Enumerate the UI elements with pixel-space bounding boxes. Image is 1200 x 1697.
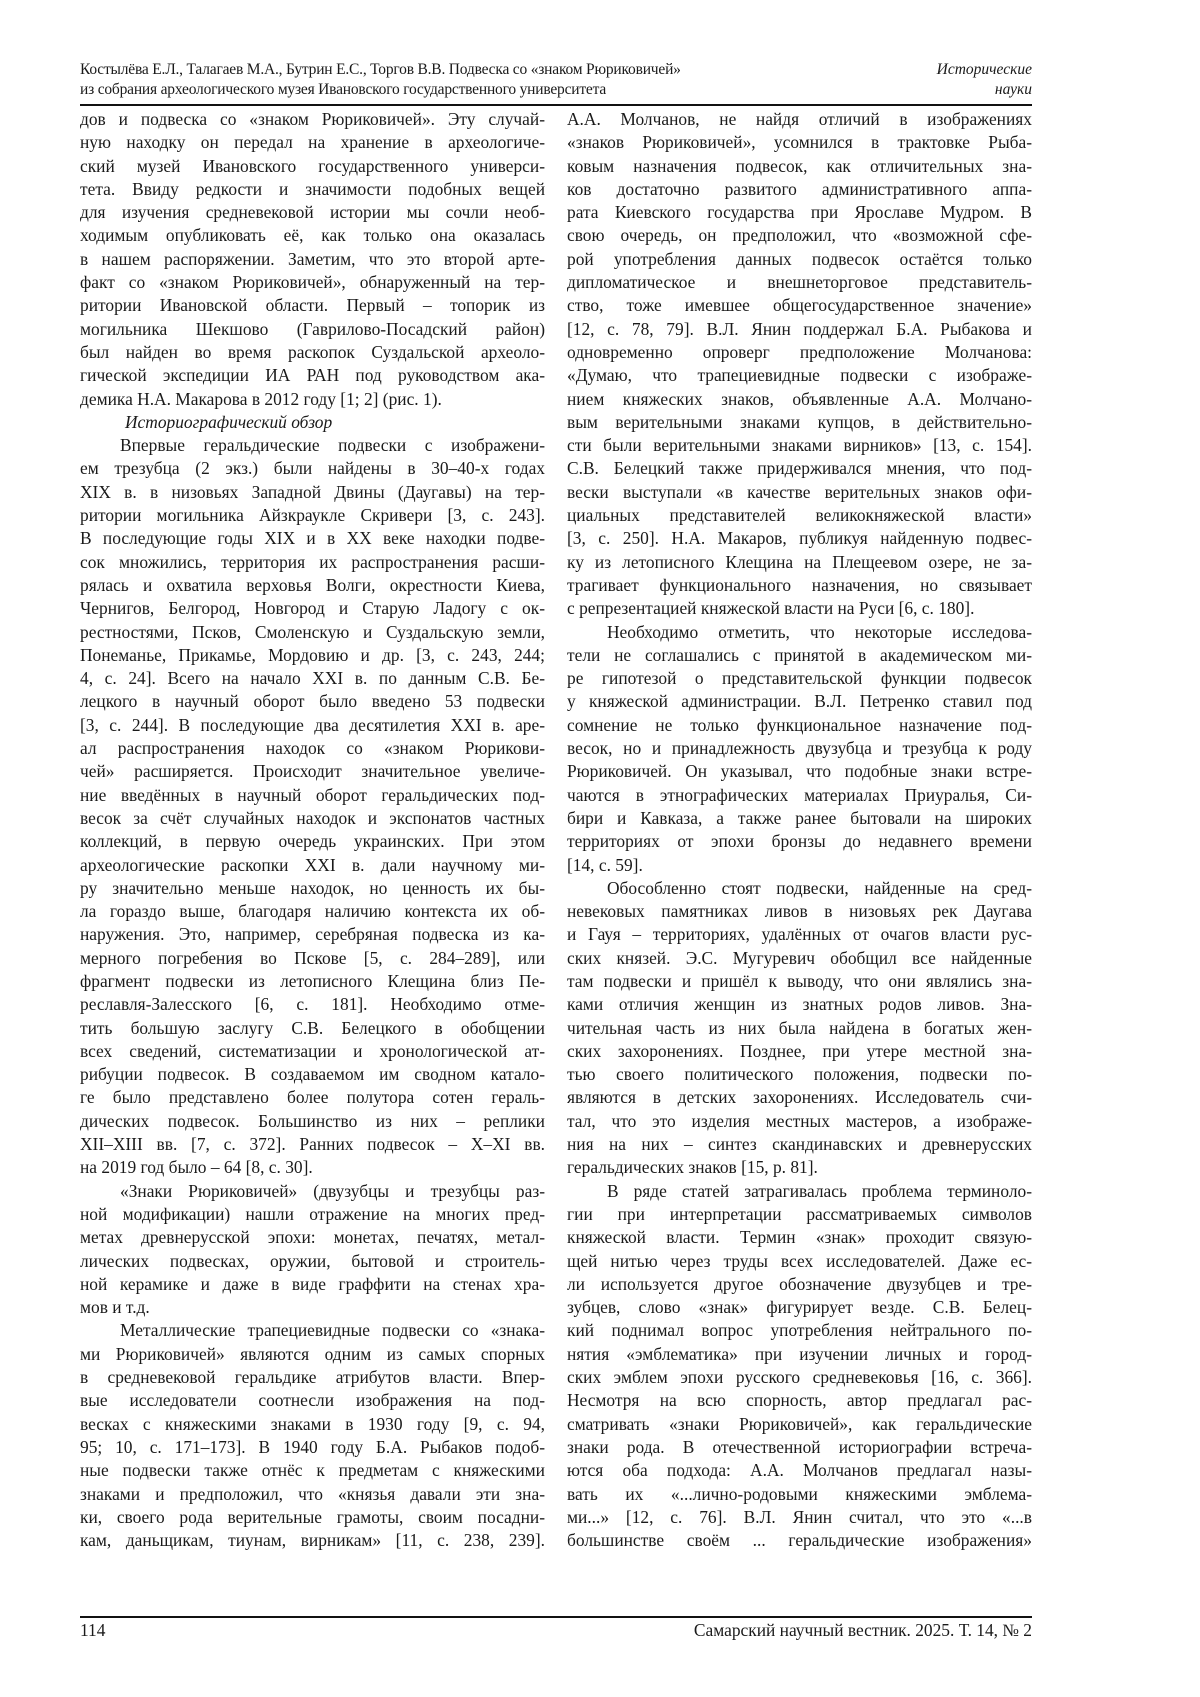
text-line: ные подвески также отнёс к предметам с княжескими xyxy=(80,1460,545,1481)
text-line: Металлические трапециевидные подвески со «знака- xyxy=(120,1320,545,1341)
running-header xyxy=(80,60,1032,106)
text-line: трагивает функционального назначения, но связывает xyxy=(567,574,1032,595)
text-line: циальных представителей великокняжеской власти» xyxy=(567,505,1032,526)
text-line: ге было представлено более полутора сотен гераль- xyxy=(80,1087,545,1108)
text-line: наружения. Это, например, серебряная подвеска из ка- xyxy=(80,924,545,945)
text-line: нятия «эмблематика» при изучении личных и город- xyxy=(567,1343,1032,1364)
text-line: ются оба подхода: А.А. Молчанов предлагал назы- xyxy=(567,1460,1032,1481)
text-line: [3, с. 250]. Н.А. Макаров, публикуя найденную подвес- xyxy=(567,528,1032,549)
text-line: тить большую заслугу С.В. Белецкого в обобщении xyxy=(80,1017,545,1038)
text-line: в нашем распоряжении. Заметим, что это второй арте- xyxy=(80,248,545,269)
text-line: ских эмблем эпохи русского средневековья [16, с. 366]. xyxy=(567,1367,1032,1388)
text-line: ских князей. Э.С. Мугуревич обобщил все найденные xyxy=(567,947,1032,968)
text-line: геральдических знаков [15, p. 81]. xyxy=(567,1157,818,1178)
text-line: Впервые геральдические подвески с изображени- xyxy=(120,435,545,456)
text-line: бири и Кавказа, а также ранее бытовали на широких xyxy=(567,807,1032,828)
text-line: ем трезубца (2 экз.) были найдены в 30–40-х годах xyxy=(80,458,545,479)
text-line: А.А. Молчанов, не найдя отличий в изображениях xyxy=(567,109,1032,129)
text-line: знаками и предположил, что «князья давали эти зна- xyxy=(80,1483,545,1504)
text-line: являются в детских захоронениях. Исследователь счи- xyxy=(567,1087,1032,1108)
text-line: там подвески и пришёл к выводу, что они являлись зна- xyxy=(567,970,1032,991)
header-line-2: из собрания археологического музея Ивановского государственного университета xyxy=(80,81,607,98)
text-line: гии при интерпретации рассматриваемых символов xyxy=(567,1203,1032,1224)
text-line: знаки рода. В отечественной историографии встреча- xyxy=(567,1436,1032,1457)
text-line: дических подвесок. Большинство из них – реплики xyxy=(80,1110,545,1131)
text-line: ния на них – синтез скандинавских и древнерусских xyxy=(567,1134,1032,1155)
text-line: тал, что это изделия местных мастеров, а изображе- xyxy=(567,1110,1032,1131)
text-line: ки, своего рода верительные грамоты, своим посадни- xyxy=(80,1506,545,1527)
text-line: нием княжеских знаков, объявленные А.А. Молчано- xyxy=(567,388,1032,409)
text-line: всех сведений, систематизации и хронологической ат- xyxy=(80,1040,545,1061)
text-line: дипломатическое и внешнеторговое представитель- xyxy=(567,272,1032,293)
text-line: весок за счёт случайных находок и экспонатов частных xyxy=(80,807,545,828)
text-line: весках с княжескими знаками в 1930 году [9, с. 94, xyxy=(80,1413,545,1434)
text-line: ру значительно меньше находок, но ценность их бы- xyxy=(80,877,545,898)
journal-citation: Самарский научный вестник. 2025. Т. 14, № 2 xyxy=(693,1620,1032,1640)
text-line: факт со «знаком Рюриковичей», обнаруженный на тер- xyxy=(80,272,545,293)
text-line: ков достаточно развитого административного аппа- xyxy=(567,178,1032,199)
text-line: с репрезентацией княжеской власти на Руси [6, с. 180]. xyxy=(567,598,975,619)
text-line: княжеской власти. Термин «знак» проходит связую- xyxy=(567,1227,1032,1248)
text-line: В последующие годы XIX и в XX веке находки подве- xyxy=(80,528,545,549)
text-line: ной модификации) нашли отражение на многих пред- xyxy=(80,1203,545,1224)
text-line: был найден во время раскопок Суздальской археоло- xyxy=(80,341,545,362)
text-line: свою очередь, он предположил, что «возможной сфе- xyxy=(567,225,1032,246)
text-line: Понеманье, Прикамье, Мордовию и др. [3, с. 243, 244; xyxy=(80,644,545,665)
text-line: С.В. Белецкий также придерживался мнения, что под- xyxy=(567,458,1032,479)
text-line: вески выступали «в качестве верительных знаков офи- xyxy=(567,481,1032,502)
running-footer xyxy=(80,1616,1032,1648)
text-line: Чернигов, Белгород, Новгород и Старую Ладогу с ок- xyxy=(80,598,545,619)
text-line: XII–XIII вв. [7, с. 372]. Ранних подвесок – X–XI вв. xyxy=(80,1134,545,1155)
text-line: тью своего политического положения, подвески по- xyxy=(567,1064,1032,1085)
text-line: одновременно опроверг предположение Молчанова: xyxy=(567,341,1032,362)
text-line: рибуции подвесок. В создаваемом им сводном катало- xyxy=(80,1064,545,1085)
header-authors-title xyxy=(80,60,681,100)
text-line: рой употребления данных подвесок остаётся только xyxy=(567,248,1032,269)
text-line: щей нитью через труды всех исследователей. Даже ес- xyxy=(567,1250,1032,1271)
text-line: ре гипотезой о представительской функции подвесок xyxy=(567,668,1032,689)
text-line: весок, но и принадлежность двузубца и трезубца к роду xyxy=(567,738,1032,759)
text-line: ских захоронениях. Позднее, при утере местной зна- xyxy=(567,1040,1032,1061)
text-line: «знаков Рюриковичей», усомнился в трактовке Рыба- xyxy=(567,132,1032,153)
text-line: рестностями, Псков, Смоленскую и Суздальскую земли, xyxy=(80,621,545,642)
left-para-1 xyxy=(80,108,545,411)
text-line: ной керамике и даже в виде граффити на стенах хра- xyxy=(80,1273,545,1294)
text-line: сомнение не только функциональное назначение под- xyxy=(567,714,1032,735)
text-line: ние введённых в научный оборот геральдических под- xyxy=(80,784,545,805)
text-line: кам, даньщикам, тиунам, вирникам» [11, с. 238, 239]. xyxy=(80,1530,545,1551)
section-line-2: науки xyxy=(994,81,1032,98)
right-column xyxy=(567,108,1032,1552)
text-line: сти были верительными знаками вирников» [13, с. 154]. xyxy=(567,435,1032,456)
text-line: тета. Ввиду редкости и значимости подобных вещей xyxy=(80,178,545,199)
text-line: могильника Шекшово (Гаврилово-Посадский район) xyxy=(80,318,545,339)
text-line: мерного погребения во Пскове [5, с. 284–289], или xyxy=(80,947,545,968)
text-line: ную находку он передал на хранение в археологиче- xyxy=(80,132,545,153)
text-line: метах древнерусской эпохи: монетах, печатях, метал- xyxy=(80,1227,545,1248)
text-line: археологические раскопки XXI в. дали научному ми- xyxy=(80,854,545,875)
left-column xyxy=(80,108,545,1552)
text-line: чаются в этнографических материалах Приуралья, Си- xyxy=(567,784,1032,805)
text-line: мов и т.д. xyxy=(80,1297,150,1318)
text-line: чительная часть из них была найдена в богатых жен- xyxy=(567,1017,1032,1038)
text-line: ками отличия женщин из знатных родов ливов. Зна- xyxy=(567,994,1032,1015)
text-line: ку из летописного Клещина на Плещеевом озере, не за- xyxy=(567,551,1032,572)
text-line: сматривать «знаки Рюриковичей», как геральдические xyxy=(567,1413,1032,1434)
text-line: лецкого в научный оборот было введено 53 подвески xyxy=(80,691,545,712)
text-line: 95; 10, с. 171–173]. В 1940 году Б.А. Рыбаков подоб- xyxy=(80,1436,545,1457)
text-line: рата Киевского государства при Ярославе Мудром. В xyxy=(567,202,1032,223)
text-line: территориях от эпохи бронзы до недавнего времени xyxy=(567,831,1032,852)
right-para-1 xyxy=(567,108,1032,621)
page-number: 114 xyxy=(80,1620,106,1640)
text-line: ми Рюриковичей» являются одним из самых спорных xyxy=(80,1343,545,1364)
text-line: ми...» [12, с. 76]. В.Л. Янин считал, что это «...в xyxy=(567,1506,1032,1527)
text-line: чей» расширяется. Происходит значительное увеличе- xyxy=(80,761,545,782)
text-line: «Знаки Рюриковичей» (двузубцы и трезубцы раз- xyxy=(120,1180,545,1201)
text-line: Необходимо отметить, что некоторые исследова- xyxy=(607,621,1032,642)
text-line: вым верительными знаками купцов, в действительно- xyxy=(567,411,1032,432)
left-para-2 xyxy=(80,434,545,1180)
text-line: у княжеской администрации. В.Л. Петренко ставил под xyxy=(567,691,1032,712)
text-line: ский музей Ивановского государственного универси- xyxy=(80,155,545,176)
text-line: Рюриковичей. Он указывал, что подобные знаки встре- xyxy=(567,761,1032,782)
text-line: Несмотря на всю спорность, автор предлагал рас- xyxy=(567,1390,1032,1411)
left-para-3 xyxy=(80,1180,545,1320)
text-line: «Думаю, что трапециевидные подвески с изображе- xyxy=(567,365,1032,386)
right-para-2 xyxy=(567,621,1032,877)
text-line: для изучения средневековой истории мы сочли необ- xyxy=(80,202,545,223)
text-line: ла гораздо выше, благодаря наличию контекста их об- xyxy=(80,901,545,922)
right-para-4 xyxy=(567,1180,1032,1553)
text-line: XIX в. в низовьях Западной Двины (Даугавы) на тер- xyxy=(80,481,545,502)
text-line: ство, тоже имевшее общегосударственное значение» xyxy=(567,295,1032,316)
text-line: фрагмент подвески из летописного Клещина близ Пе- xyxy=(80,970,545,991)
text-line: и Гауя – территориях, удалённых от очагов власти рус- xyxy=(567,924,1032,945)
left-para-4 xyxy=(80,1319,545,1552)
text-line: невековых памятниках ливов в низовьях рек Даугава xyxy=(567,901,1032,922)
section-line-1: Исторические xyxy=(936,61,1032,78)
text-line: гической экспедиции ИА РАН под руководством ака- xyxy=(80,365,545,386)
text-line: вать их «...лично-родовыми княжескими эмблема- xyxy=(567,1483,1032,1504)
text-line: Обособленно стоят подвески, найденные на сред- xyxy=(607,877,1032,898)
text-line: демика Н.А. Макарова в 2012 году [1; 2] (рис. 1). xyxy=(80,388,442,409)
text-line: на 2019 год было – 64 [8, с. 30]. xyxy=(80,1157,313,1178)
text-line: тели не соглашались с принятой в академическом ми- xyxy=(567,644,1032,665)
right-para-3 xyxy=(567,877,1032,1180)
text-line: ковым назначения подвесок, как отличительных зна- xyxy=(567,155,1032,176)
text-line: ритории Ивановской области. Первый – топорик из xyxy=(80,295,545,316)
header-line-1: Костылёва Е.Л., Талагаев М.А., Бутрин Е.С., Торгов В.В. Подвеска со «знаком Рюриковичей» xyxy=(80,61,681,78)
text-line: [3, с. 244]. В последующие два десятилетия XXI в. аре- xyxy=(80,714,545,735)
text-line: 4, с. 24]. Всего на начало XXI в. по данным С.В. Бе- xyxy=(80,668,545,689)
text-line: зубцев, слово «знак» фигурирует везде. С.В. Белец- xyxy=(567,1297,1032,1318)
text-line: лических подвесках, оружии, бытовой и строитель- xyxy=(80,1250,545,1271)
text-line: большинстве своём ... геральдические изображения» xyxy=(567,1530,1032,1551)
text-line: сок множились, территория их распространения расши- xyxy=(80,551,545,572)
text-line: вые исследователи соотнесли изображения на под- xyxy=(80,1390,545,1411)
header-section xyxy=(937,60,1032,100)
text-line: ал распространения находок со «знаком Рюрикови- xyxy=(80,738,545,759)
text-line: кий поднимал вопрос употребления нейтрального по- xyxy=(567,1320,1032,1341)
text-line: рялась и охватила верховья Волги, окрестности Киева, xyxy=(80,574,545,595)
text-line: коллекций, в первую очередь украинских. При этом xyxy=(80,831,545,852)
text-line: В ряде статей затрагивалась проблема терминоло- xyxy=(607,1180,1032,1201)
text-line: ли используется другое обозначение двузубцев и тре- xyxy=(567,1273,1032,1294)
text-line: реславля-Залесского [6, с. 181]. Необходимо отме- xyxy=(80,994,545,1015)
section-heading: Историографический обзор xyxy=(125,411,333,432)
text-line: в средневековой геральдике атрибутов власти. Впер- xyxy=(80,1367,545,1388)
text-line: [12, с. 78, 79]. В.Л. Янин поддержал Б.А. Рыбакова и xyxy=(567,318,1032,339)
text-line: дов и подвеска со «знаком Рюриковичей». Эту случай- xyxy=(80,109,545,129)
text-line: [14, с. 59]. xyxy=(567,854,643,875)
text-line: ритории могильника Айзкраукле Скривери [3, с. 243]. xyxy=(80,505,545,526)
text-line: ходимым опубликовать её, как только она оказалась xyxy=(80,225,545,246)
